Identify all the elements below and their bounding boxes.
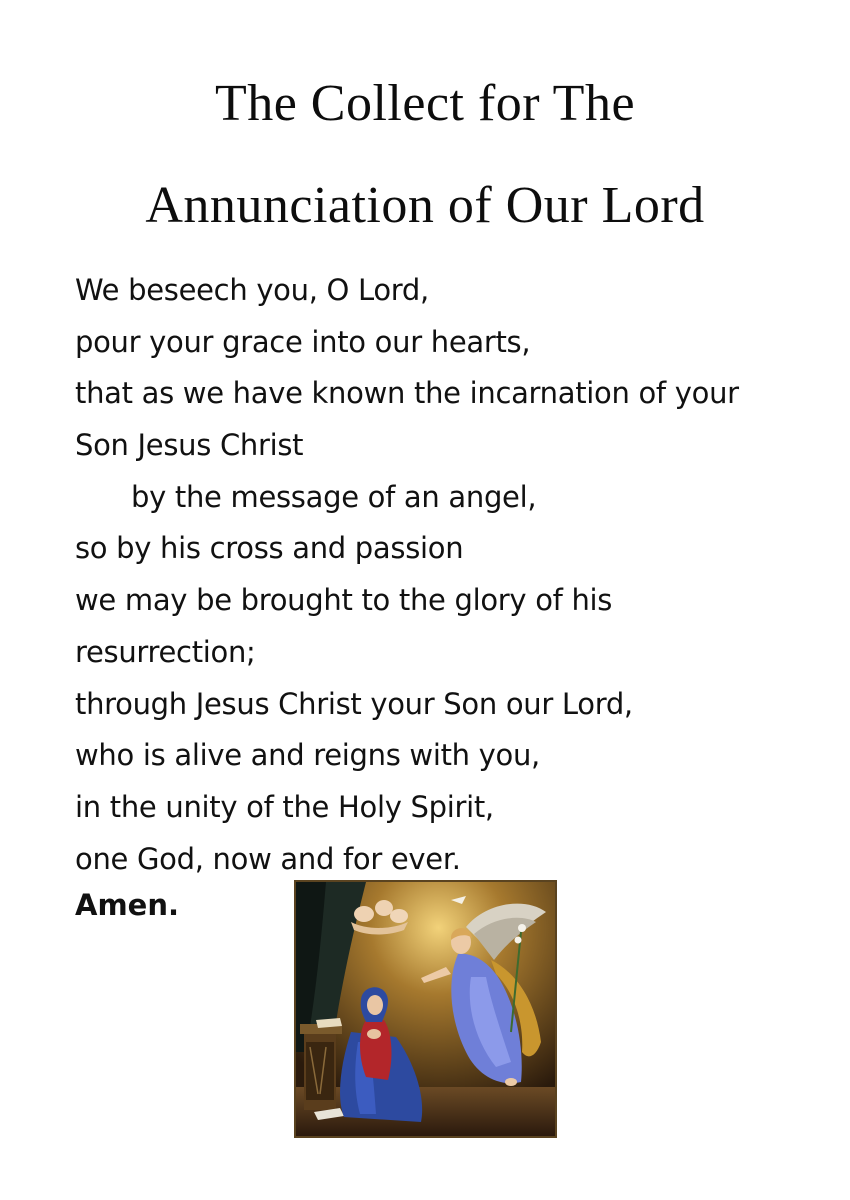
prayer-line: so by his cross and passion xyxy=(75,531,464,566)
prayer-line: resurrection; xyxy=(75,634,256,669)
page-title-line-2: Annunciation of Our Lord xyxy=(145,177,705,234)
amen-text: Amen. xyxy=(75,888,179,922)
prayer-line: Son Jesus Christ xyxy=(75,428,304,463)
prayer-line: one God, now and for ever. xyxy=(75,841,461,876)
prayer-line: through Jesus Christ your Son our Lord, xyxy=(75,686,633,721)
annunciation-painting xyxy=(294,880,557,1138)
prayer-line: in the unity of the Holy Spirit, xyxy=(75,789,494,824)
prayer-line: by the message of an angel, xyxy=(131,479,537,514)
page-title-line-1: The Collect for The xyxy=(214,75,636,132)
prayer-line: who is alive and reigns with you, xyxy=(75,738,540,773)
prayer-line: pour your grace into our hearts, xyxy=(75,324,531,359)
prayer-line: that as we have known the incarnation of your xyxy=(75,376,739,411)
prayer-text xyxy=(75,265,805,885)
prayer-line: we may be brought to the glory of his xyxy=(75,583,613,618)
prayer-line: We beseech you, O Lord, xyxy=(75,273,429,307)
